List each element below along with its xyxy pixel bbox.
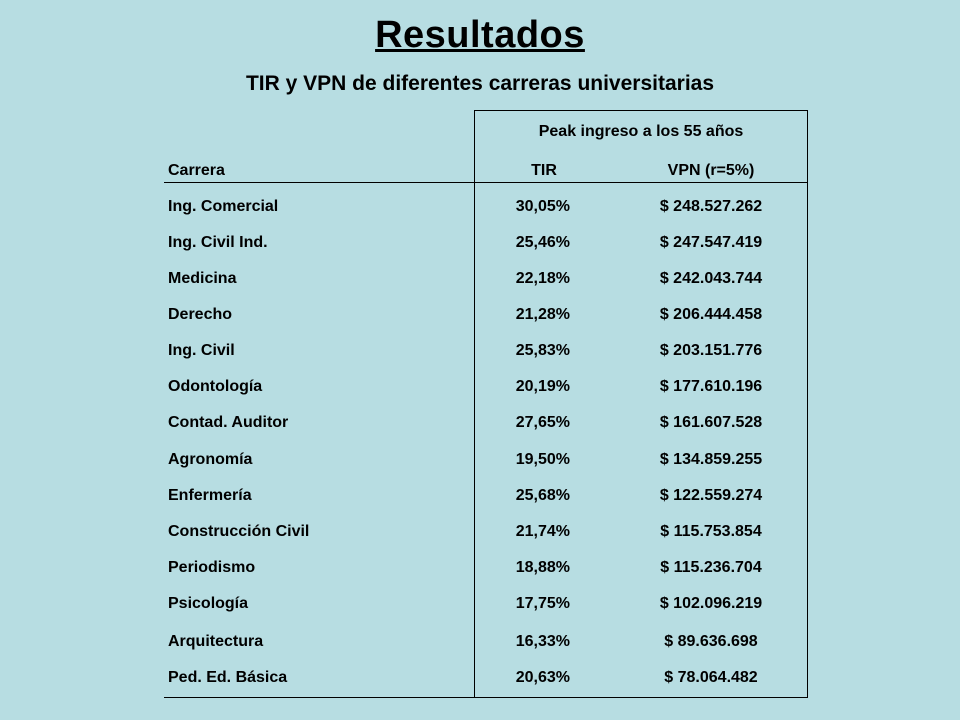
tir-cell: 17,75% xyxy=(515,595,570,612)
tir-cell: 20,19% xyxy=(515,378,570,395)
carrera-cell: Medicina xyxy=(168,270,237,287)
vpn-cell: $ 102.096.219 xyxy=(659,595,763,612)
carrera-cell: Odontología xyxy=(168,378,263,395)
tir-cell: 19,50% xyxy=(515,451,570,468)
column-header-tir: TIR xyxy=(531,162,557,179)
vpn-cell: $ 247.547.419 xyxy=(659,234,763,251)
table-row xyxy=(164,559,808,595)
table-row xyxy=(164,342,808,378)
table-row xyxy=(164,198,808,234)
table-row xyxy=(164,378,808,414)
vpn-cell: $ 206.444.458 xyxy=(659,306,763,323)
carrera-cell: Derecho xyxy=(168,306,233,323)
table-row xyxy=(164,234,808,270)
vpn-cell: $ 134.859.255 xyxy=(659,451,763,468)
vpn-cell: $ 177.610.196 xyxy=(659,378,763,395)
carrera-cell: Ing. Civil xyxy=(168,342,235,359)
carrera-cell: Contad. Auditor xyxy=(168,414,289,431)
carrera-cell: Construcción Civil xyxy=(168,523,310,540)
column-header-vpn: VPN (r=5%) xyxy=(667,162,755,179)
vpn-cell: $ 122.559.274 xyxy=(659,487,763,504)
table-row xyxy=(164,270,808,306)
table-row xyxy=(164,414,808,450)
carrera-cell: Arquitectura xyxy=(168,633,264,650)
table-row xyxy=(164,306,808,342)
vpn-cell: $ 248.527.262 xyxy=(659,198,763,215)
carrera-cell: Ped. Ed. Básica xyxy=(168,669,288,686)
table-row xyxy=(164,669,808,705)
carrera-cell: Ing. Comercial xyxy=(168,198,279,215)
results-table xyxy=(164,110,808,698)
tir-cell: 30,05% xyxy=(515,198,570,215)
column-header-carrera: Carrera xyxy=(168,162,225,179)
carrera-cell: Agronomía xyxy=(168,451,253,468)
slide-title: Resultados xyxy=(375,14,585,56)
vpn-cell: $ 115.753.854 xyxy=(660,523,762,540)
vpn-cell: $ 242.043.744 xyxy=(659,270,763,287)
vpn-cell: $ 89.636.698 xyxy=(664,633,758,650)
table-row xyxy=(164,595,808,631)
tir-cell: 16,33% xyxy=(515,633,570,650)
carrera-cell: Ing. Civil Ind. xyxy=(168,234,268,251)
group-header: Peak ingreso a los 55 años xyxy=(538,123,744,140)
header-bottom-border xyxy=(164,182,808,183)
vpn-cell: $ 203.151.776 xyxy=(659,342,763,359)
carrera-cell: Enfermería xyxy=(168,487,252,504)
tir-cell: 21,74% xyxy=(515,523,570,540)
vpn-cell: $ 78.064.482 xyxy=(664,669,758,686)
table-row xyxy=(164,633,808,669)
vpn-cell: $ 115.236.704 xyxy=(660,559,762,576)
table-top-border xyxy=(474,110,808,111)
table-row xyxy=(164,451,808,487)
tir-cell: 20,63% xyxy=(515,669,570,686)
carrera-cell: Periodismo xyxy=(168,559,256,576)
tir-cell: 22,18% xyxy=(515,270,570,287)
tir-cell: 27,65% xyxy=(515,414,570,431)
table-row xyxy=(164,523,808,559)
vpn-cell: $ 161.607.528 xyxy=(659,414,763,431)
tir-cell: 18,88% xyxy=(515,559,570,576)
slide-subtitle: TIR y VPN de diferentes carreras universitarias xyxy=(245,72,715,95)
carrera-cell: Psicología xyxy=(168,595,249,612)
tir-cell: 21,28% xyxy=(515,306,570,323)
table-row xyxy=(164,487,808,523)
tir-cell: 25,83% xyxy=(515,342,570,359)
tir-cell: 25,46% xyxy=(515,234,570,251)
tir-cell: 25,68% xyxy=(515,487,570,504)
